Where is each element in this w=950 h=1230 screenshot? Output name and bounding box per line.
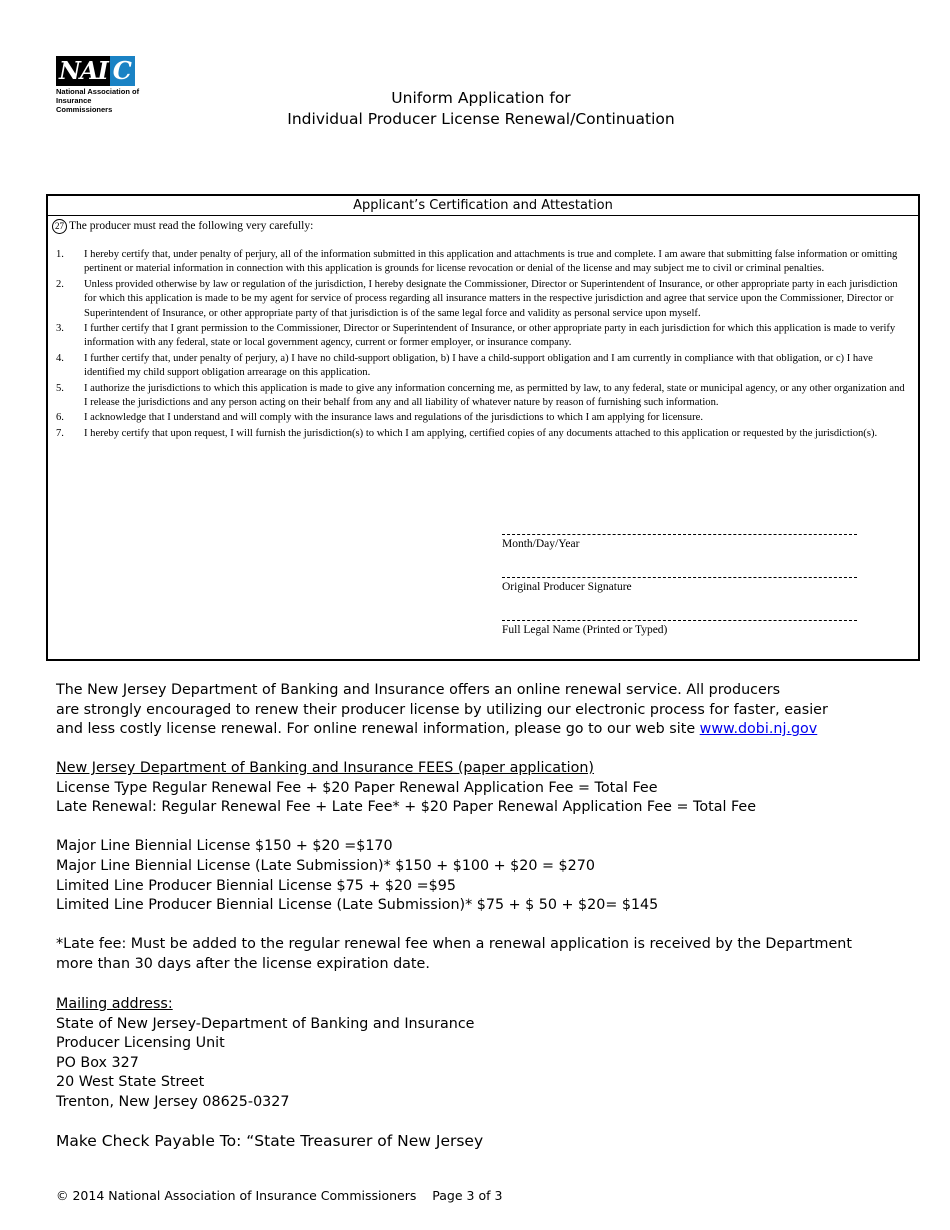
fee-line: Major Line Biennial License $150 + $20 =$170	[56, 838, 393, 855]
title-line-2: Individual Producer License Renewal/Continuation	[287, 110, 675, 128]
intro-text: The producer must read the following very carefully:	[69, 220, 314, 232]
item-number: 3.	[56, 323, 64, 335]
list-item	[56, 427, 908, 441]
item-number: 5.	[56, 382, 64, 394]
late-fee-note-2: more than 30 days after the license expiration date.	[56, 955, 430, 972]
list-item	[56, 322, 908, 351]
page-footer: © 2014 National Association of Insurance Commissioners Page 3 of 3	[56, 1188, 503, 1203]
list-item	[56, 352, 908, 381]
naic-logo-mark	[56, 56, 146, 86]
item-text: Unless provided otherwise by law or regulation of the jurisdiction, I hereby designate the Commissioner, Director or Superintendent of Insurance, or other appropriate party in each jurisdiction for which this application is made to be my agent for service of process regarding all insurance matters in the respective jurisdiction and agree that service upon the Commissioner, Director or Superintendent of Insurance, or other appropriate party of that jurisdiction is of the same legal force and validity as personal service upon myself.	[84, 278, 898, 319]
signature-field[interactable]	[502, 577, 857, 594]
online-text-line-2: are strongly encouraged to renew their producer license by utilizing our electronic process for faster, easier	[56, 701, 828, 718]
item-text: I authorize the jurisdictions to which this application is made to give any information concerning me, as permitted by law, to any federal, state or municipal agency, or any other organization and I release the jurisdictions and any person acting on their behalf from any and all liability of whatever nature by reason of furnishing such information.	[84, 382, 905, 409]
item-text: I hereby certify that, under penalty of perjury, all of the information submitted in this application and attachments is true and complete. I am aware that submitting false information or omitting pertinent or material information in connection with this application is grounds for license revocation or denial of the license and may subject me to civil or criminal penalties.	[84, 249, 898, 275]
online-renewal-paragraph	[56, 681, 876, 740]
question-number-badge: 27	[52, 219, 67, 234]
full-name-label: Full Legal Name (Printed or Typed)	[502, 624, 668, 636]
item-text: I further certify that, under penalty of perjury, a) I have no child-support obligation, b) I have a child-support obligation and I am currently in compliance with that obligation, or c) I have identified my child support obligation arrearage on this application.	[84, 352, 873, 379]
logo-mark-c: C	[110, 56, 135, 86]
item-text: I further certify that I grant permission to the Commissioner, Director or Superintendent of Insurance, or other appropriate party in each jurisdiction for which this application is made to verify information with any federal, state or local government agency, current or former employer, or insurance company.	[84, 323, 896, 349]
fee-formula-late: Late Renewal: Regular Renewal Fee + Late Fee* + $20 Paper Renewal Application Fee = Total Fee	[56, 799, 757, 816]
list-item	[56, 411, 908, 425]
item-number: 4.	[56, 352, 64, 364]
fees-heading: New Jersey Department of Banking and Insurance FEES (paper application)	[56, 760, 595, 776]
item-text: I acknowledge that I understand and will comply with the insurance laws and regulations of the jurisdictions to which I am applying for licensure.	[84, 412, 703, 424]
address-line: 20 West State Street	[56, 1074, 205, 1091]
item-text: I hereby certify that upon request, I will furnish the jurisdiction(s) to which I am applying, certified copies of any documents attached to this application or requested by the jurisdiction(s).	[84, 427, 878, 439]
list-item	[56, 248, 908, 277]
signature-label: Original Producer Signature	[502, 581, 632, 593]
date-label: Month/Day/Year	[502, 538, 580, 550]
item-number: 7.	[56, 427, 64, 439]
full-name-field[interactable]	[502, 620, 857, 637]
list-item	[56, 278, 908, 321]
item-number: 1.	[56, 249, 64, 260]
logo-mark-naic: NAI	[56, 56, 110, 86]
logo-subtitle-1: National Association of	[56, 87, 140, 96]
address-line: State of New Jersey-Department of Banking and Insurance	[56, 1015, 475, 1032]
list-item	[56, 382, 908, 411]
signature-line[interactable]	[502, 577, 857, 578]
logo-subtitle-2: Insurance Commissioners	[56, 96, 113, 114]
fees-section	[56, 759, 876, 975]
online-text-line-3: and less costly license renewal. For online renewal information, please go to our web site	[56, 721, 700, 738]
mailing-heading: Mailing address:	[56, 996, 173, 1012]
certification-intro	[52, 219, 313, 234]
fee-line: Major Line Biennial License (Late Submission)* $150 + $100 + $20 = $270	[56, 857, 595, 874]
address-line: PO Box 327	[56, 1054, 139, 1071]
address-line: Producer Licensing Unit	[56, 1035, 225, 1052]
online-text-line-1: The New Jersey Department of Banking and Insurance offers an online renewal service. All producers	[56, 682, 781, 698]
full-name-line[interactable]	[502, 620, 857, 621]
attestation-list	[56, 248, 908, 442]
document-title	[0, 88, 950, 130]
fee-formula-regular: License Type Regular Renewal Fee + $20 Paper Renewal Application Fee = Total Fee	[56, 779, 658, 796]
check-payable-note: Make Check Payable To: “State Treasurer of New Jersey	[56, 1132, 484, 1150]
dobi-website-link[interactable]: www.dobi.nj.gov	[699, 721, 818, 738]
date-line[interactable]	[502, 534, 857, 535]
item-number: 2.	[56, 278, 64, 290]
date-field[interactable]	[502, 534, 857, 551]
item-number: 6.	[56, 412, 64, 424]
late-fee-note-1: *Late fee: Must be added to the regular renewal fee when a renewal application is received by the Department	[56, 936, 852, 953]
fee-line: Limited Line Producer Biennial License (Late Submission)* $75 + $ 50 + $20= $145	[56, 897, 659, 914]
certification-header: Applicant’s Certification and Attestation	[48, 196, 918, 216]
certification-box	[46, 194, 920, 661]
mailing-address-section	[56, 995, 876, 1113]
fee-line: Limited Line Producer Biennial License $75 + $20 =$95	[56, 877, 456, 894]
title-line-1: Uniform Application for	[391, 89, 571, 107]
address-line: Trenton, New Jersey 08625-0327	[56, 1093, 290, 1110]
